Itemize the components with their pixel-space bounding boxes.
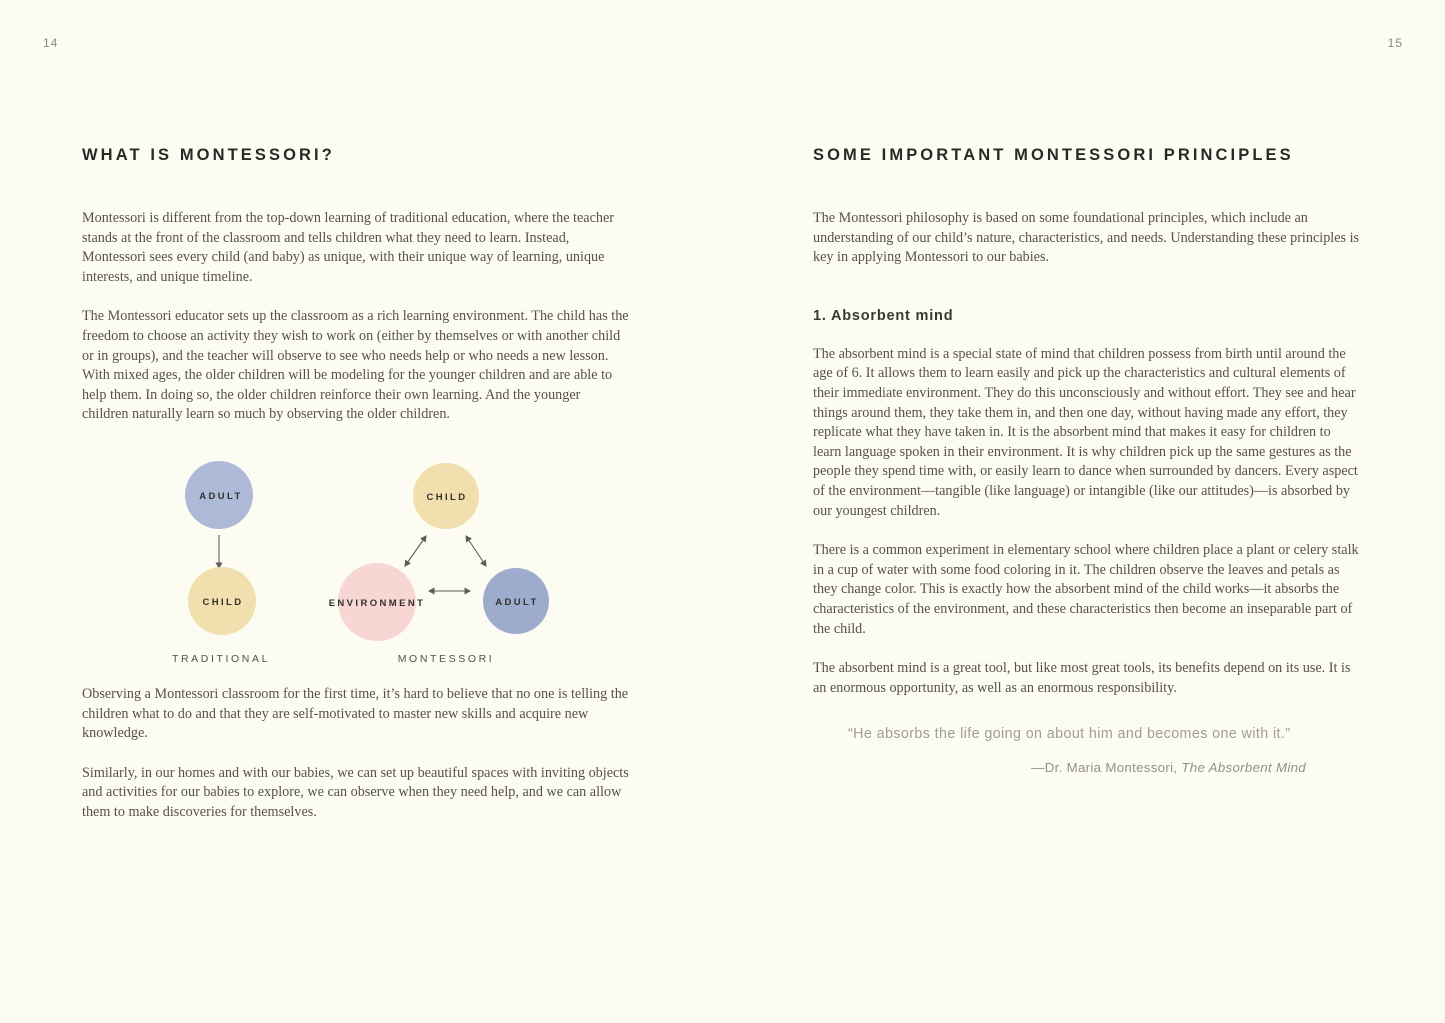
paragraph: Observing a Montessori classroom for the first time, it’s hard to believe that no one is telling the children what to do and that they are self-motivated to master new skills and acquire new knowledge.: [82, 685, 629, 742]
attribution-author: —Dr. Maria Montessori,: [1031, 760, 1182, 776]
page-number-left: 14: [43, 36, 59, 50]
paragraph: The Montessori philosophy is based on some foundational principles, which include an understanding of our child’s nature, characteristics, and needs. Understanding these principles is key in applying Montessori to our babies.: [813, 210, 1360, 266]
traditional-adult-label: ADULT: [199, 490, 243, 502]
paragraph: There is a common experiment in elementary school where children place a plant or celery stalk in a cup of water with some food coloring in it. The children observe the leaves and petals as they change color. This is exactly how the absorbent mind of the child works—it absorbs the characteristics of the environment, and these characteristics then become an inseparable part of the child.: [813, 542, 1359, 637]
traditional-child-label: CHILD: [202, 596, 244, 608]
paragraph: Montessori is different from the top-down learning of traditional education, where the teacher stands at the front of the classroom and tells children what they need to learn. Instead, Montessori sees every child (and baby) as unique, with their unique way of learning, unique interests, and unique timeline.: [82, 210, 614, 285]
paragraph: The absorbent mind is a great tool, but like most great tools, its benefits depend on its use. It is an enormous opportunity, as well as an enormous responsibility.: [813, 660, 1351, 696]
quote-attribution: [813, 760, 1306, 775]
page-right-column: [813, 0, 1361, 775]
diagram-canvas: [82, 450, 630, 685]
montessori-caption: MONTESSORI: [397, 652, 495, 665]
montessori-child-label: CHILD: [426, 491, 468, 503]
attribution-book-title: The Absorbent Mind: [1181, 760, 1306, 776]
paragraph: The absorbent mind is a special state of mind that children possess from birth until around the age of 6. It allows them to learn easily and pick up the characteristics and cultural elements of their immediate environment. They do this unconsciously and without effort. They see and hear things around them, they take them in, and then one day, without having made any effort, they replicate what they have taken in. It is the absorbent mind that makes it easy for children to learn language spoken in their environment. It is why children pick up the same gestures as the people they spend time with, or easily learn to dance when surrounded by dancers. Every aspect of the environment—tangible (like language) or intangible (like our attitudes)—is absorbed by our youngest children.: [813, 345, 1358, 519]
arrow-child-environment: [405, 536, 426, 566]
montessori-environment-label: ENVIRONMENT: [328, 597, 426, 609]
section-subheading: 1. Absorbent mind: [813, 307, 954, 324]
arrow-child-adult: [466, 536, 486, 566]
page-number-right: 15: [1387, 36, 1403, 50]
pull-quote: “He absorbs the life going on about him and becomes one with it.”: [848, 726, 1291, 743]
right-page-title: SOME IMPORTANT MONTESSORI PRINCIPLES: [813, 146, 1294, 164]
paragraph: The Montessori educator sets up the classroom as a rich learning environment. The child has the freedom to choose an activity they wish to work on (either by themselves or with another child or in groups), and the teacher will observe to see who needs help or who needs a new lesson. With mixed ages, the older children will be modeling for the younger children and are able to help them. In doing so, the older children reinforce their own learning. And the younger children naturally learn so much by observing the older children.: [82, 308, 629, 423]
montessori-vs-traditional-diagram: [82, 450, 630, 685]
paragraph: Similarly, in our homes and with our babies, we can set up beautiful spaces with inviting objects and activities for our babies to explore, we can observe when they need help, and we can allow them to make discoveries for themselves.: [82, 764, 629, 820]
left-page-title: WHAT IS MONTESSORI?: [82, 146, 335, 164]
traditional-caption: TRADITIONAL: [171, 652, 271, 665]
montessori-adult-label: ADULT: [495, 596, 539, 608]
page-left-column: [82, 0, 630, 843]
